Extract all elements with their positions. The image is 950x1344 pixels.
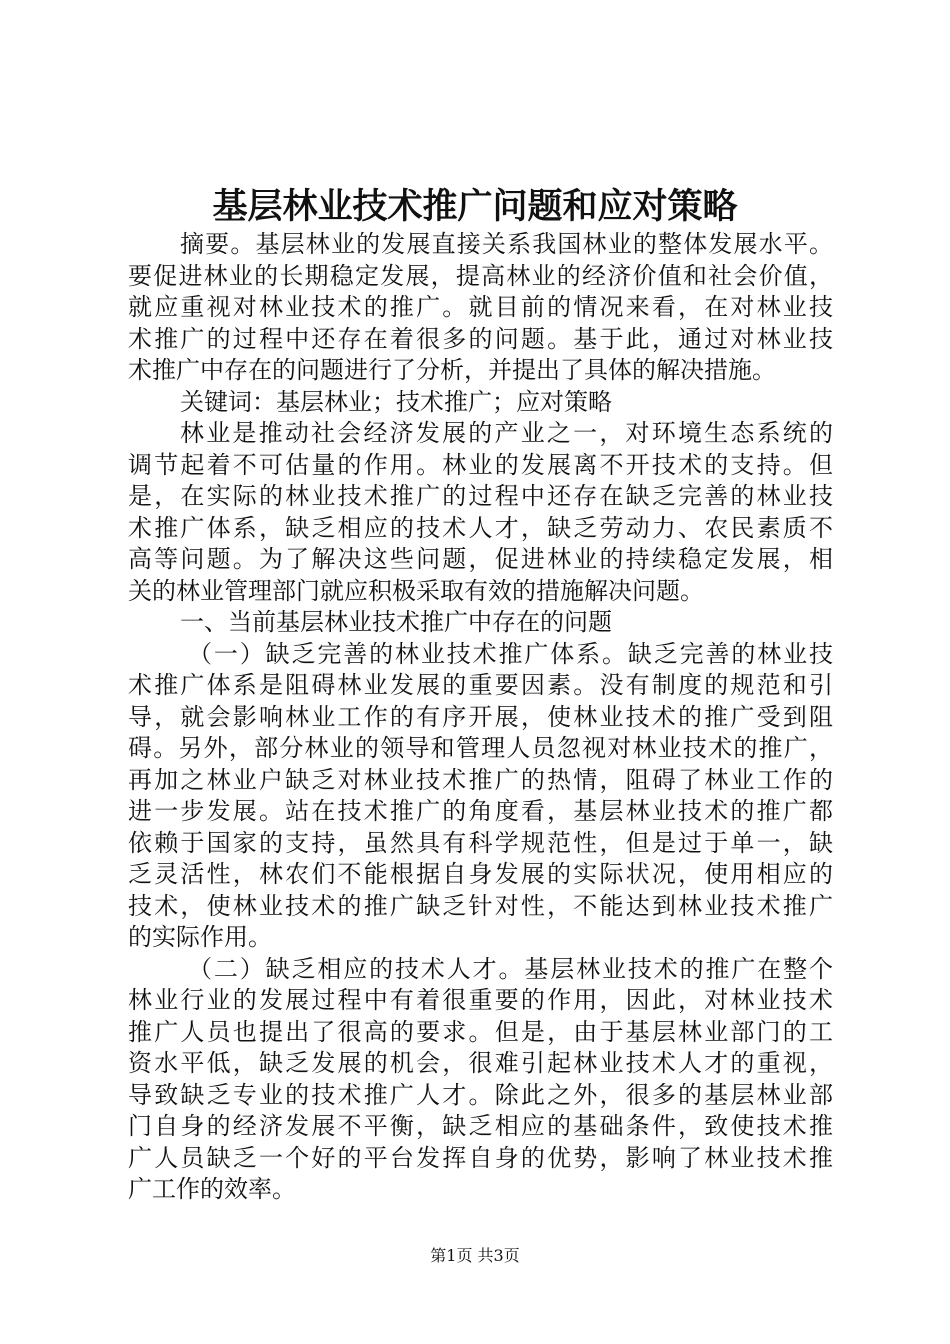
text-line: 技术，使林业技术的推广缺乏针对性，不能达到林业技术推广	[128, 891, 833, 920]
text-line: 推广人员也提出了很高的要求。但是，由于基层林业部门的工	[128, 1017, 833, 1046]
text-line: 术推广的过程中还存在着很多的问题。基于此，通过对林业技	[128, 324, 833, 353]
text-line: 依赖于国家的支持，虽然具有科学规范性，但是过于单一，缺	[128, 828, 833, 857]
text-line: 乏灵活性，林农们不能根据自身发展的实际状况，使用相应的	[128, 860, 833, 888]
text-line: 林业是推动社会经济发展的产业之一，对环境生态系统的	[180, 419, 833, 447]
text-line: 门自身的经济发展不平衡，缺乏相应的基础条件，致使技术推	[128, 1112, 833, 1140]
text-line: 再加之林业户缺乏对林业技术推广的热情，阻碍了林业工作的	[128, 765, 833, 794]
text-line: （一）缺乏完善的林业技术推广体系。缺乏完善的林业技	[188, 639, 833, 668]
text-line: 关的林业管理部门就应积极采取有效的措施解决问题。	[128, 576, 704, 605]
text-line: 广人员缺乏一个好的平台发挥自身的优势，影响了林业技术推	[128, 1143, 833, 1172]
text-line: 广工作的效率。	[128, 1175, 296, 1203]
text-line: （二）缺乏相应的技术人才。基层林业技术的推广在整个	[188, 954, 833, 983]
text-line: 一、当前基层林业技术推广中存在的问题	[180, 608, 612, 636]
text-line: 术推广中存在的问题进行了分析，并提出了具体的解决措施。	[128, 356, 776, 384]
text-line: 摘要。基层林业的发展直接关系我国林业的整体发展水平。	[180, 230, 833, 258]
text-line: 高等问题。为了解决这些问题，促进林业的持续稳定发展，相	[128, 545, 833, 573]
text-line: 关键词：基层林业；技术推广；应对策略	[180, 387, 612, 416]
text-line: 术推广体系，缺乏相应的技术人才，缺乏劳动力、农民素质不	[128, 513, 833, 542]
text-line: 是，在实际的林业技术推广的过程中还存在缺乏完善的林业技	[128, 482, 833, 510]
text-line: 林业行业的发展过程中有着很重要的作用，因此，对林业技术	[128, 986, 833, 1014]
page-footer: 第1页 共3页	[430, 1246, 520, 1265]
text-line: 调节起着不可估量的作用。林业的发展离不开技术的支持。但	[128, 450, 833, 479]
text-line: 要促进林业的长期稳定发展，提高林业的经济价值和社会价值，	[128, 261, 833, 290]
text-line: 术推广体系是阻碍林业发展的重要因素。没有制度的规范和引	[128, 671, 833, 699]
text-line: 进一步发展。站在技术推广的角度看，基层林业技术的推广都	[128, 797, 833, 825]
text-line: 资水平低，缺乏发展的机会，很难引起林业技术人才的重视，	[128, 1049, 833, 1077]
text-line: 导致缺乏专业的技术推广人才。除此之外，很多的基层林业部	[128, 1080, 833, 1109]
text-line: 导，就会影响林业工作的有序开展，使林业技术的推广受到阻	[128, 702, 833, 731]
text-line: 碍。另外，部分林业的领导和管理人员忽视对林业技术的推广，	[128, 734, 833, 762]
document-body	[128, 229, 833, 1206]
document-title: 基层林业技术推广问题和应对策略	[212, 186, 738, 227]
text-line: 就应重视对林业技术的推广。就目前的情况来看，在对林业技	[128, 293, 833, 321]
text-line: 的实际作用。	[128, 923, 272, 951]
